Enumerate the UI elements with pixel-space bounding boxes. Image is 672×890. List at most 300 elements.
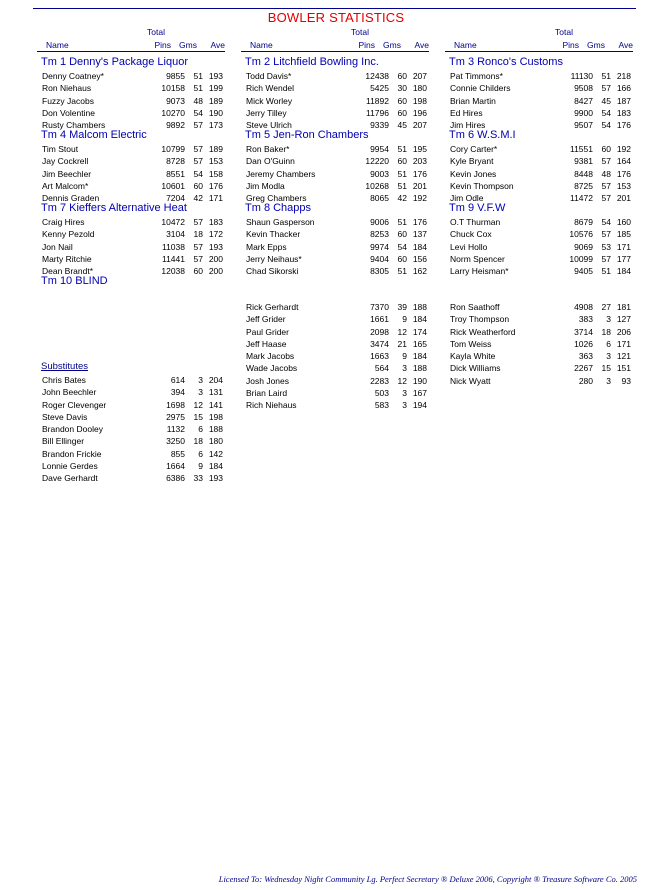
games-header: Gms <box>383 40 401 50</box>
bowler-name: Jon Nail <box>42 241 73 252</box>
bowler-average: 195 <box>412 144 427 154</box>
bowler-average: 180 <box>208 436 223 447</box>
bowler-average: 173 <box>208 120 223 131</box>
bowler-row <box>37 387 225 399</box>
bowler-games: 33 <box>193 473 203 484</box>
bowler-games: 51 <box>397 144 407 154</box>
bowler-row <box>37 108 225 120</box>
bowler-row <box>241 96 429 108</box>
substitutes-list <box>37 375 225 486</box>
bowler-average: 193 <box>208 241 223 252</box>
bowler-row <box>37 266 225 278</box>
bowler-pins: 9069 <box>574 241 593 252</box>
bowler-row <box>37 217 225 229</box>
bowler-row <box>241 351 429 363</box>
average-header: Ave <box>210 40 225 50</box>
bowler-games: 9 <box>198 461 203 472</box>
team-block <box>241 56 429 131</box>
bowler-name: Kenny Pezold <box>42 229 95 240</box>
bowler-games: 51 <box>601 266 611 277</box>
header-rule <box>241 51 429 52</box>
bowler-average: 158 <box>208 168 223 179</box>
bowler-name: Ron Baker* <box>246 144 290 154</box>
bowler-row <box>445 71 633 83</box>
bowler-row <box>37 242 225 254</box>
bowler-average: 198 <box>412 95 427 106</box>
total-label: Total <box>147 27 165 37</box>
bowler-games: 57 <box>601 83 611 94</box>
bowler-games: 9 <box>402 314 407 325</box>
bowler-games: 57 <box>193 156 203 167</box>
bowler-row <box>241 388 429 400</box>
bowler-row <box>445 217 633 229</box>
bowler-row <box>445 327 633 339</box>
bowler-games: 18 <box>193 436 203 447</box>
bowler-pins: 8725 <box>574 180 593 191</box>
bowler-name: Ron Saathoff <box>450 302 500 312</box>
bowler-average: 194 <box>412 400 427 411</box>
bowler-average: 127 <box>616 314 631 325</box>
bowler-name: Greg Chambers <box>246 193 307 204</box>
bowler-name: Jerry Neihaus* <box>246 253 302 264</box>
bowler-row <box>241 327 429 339</box>
bowler-row <box>37 461 225 473</box>
bowler-average: 153 <box>616 180 631 191</box>
bowler-pins: 9508 <box>574 83 593 94</box>
bowler-name: Mick Worley <box>246 95 293 106</box>
bowler-average: 180 <box>412 83 427 94</box>
team-name: Tm 7 Kieffers Alternative Heat <box>41 202 187 214</box>
bowler-games: 42 <box>397 193 407 204</box>
stats-column-1 <box>37 27 225 486</box>
bowler-name: Brandon Frickie <box>42 448 102 459</box>
bowler-average: 190 <box>208 107 223 118</box>
bowler-row <box>445 181 633 193</box>
bowler-name: Mark Epps <box>246 241 287 252</box>
bowler-name: Lonnie Gerdes <box>42 461 98 472</box>
bowler-name: Steve Ulrich <box>246 120 292 131</box>
bowler-games: 27 <box>601 302 611 312</box>
bowler-games: 60 <box>397 156 407 167</box>
bowler-row <box>241 193 429 205</box>
bowler-row <box>445 242 633 254</box>
bowler-games: 39 <box>397 302 407 312</box>
bowler-name: Brian Laird <box>246 388 288 399</box>
bowler-row <box>445 254 633 266</box>
bowler-name: Wade Jacobs <box>246 363 298 374</box>
bowler-row <box>37 473 225 485</box>
bowler-row <box>241 181 429 193</box>
bowler-name: Jim Modla <box>246 180 285 191</box>
bowler-row <box>37 449 225 461</box>
bowler-pins: 3714 <box>574 326 593 337</box>
bowler-average: 121 <box>616 351 631 362</box>
bowler-pins: 5425 <box>370 83 389 94</box>
bowler-name: O.T Thurman <box>450 217 501 227</box>
average-header: Ave <box>414 40 429 50</box>
bowler-games: 54 <box>601 120 611 131</box>
bowler-games: 18 <box>601 326 611 337</box>
bowler-pins: 8728 <box>166 156 185 167</box>
bowler-games: 15 <box>193 411 203 422</box>
bowler-games: 45 <box>397 120 407 131</box>
bowler-row <box>445 229 633 241</box>
bowler-name: Levi Hollo <box>450 241 488 252</box>
bowler-games: 6 <box>198 424 203 435</box>
bowler-games: 48 <box>193 95 203 106</box>
bowler-name: Kayla White <box>450 351 496 362</box>
bowler-average: 171 <box>616 241 631 252</box>
bowler-row <box>241 217 429 229</box>
bowler-name: Kevin Jones <box>450 168 497 179</box>
bowler-games: 3 <box>402 363 407 374</box>
bowler-row <box>37 229 225 241</box>
bowler-row <box>37 424 225 436</box>
bowler-average: 193 <box>208 71 223 81</box>
bowler-pins: 9507 <box>574 120 593 131</box>
bowler-pins: 9003 <box>370 168 389 179</box>
bowler-row <box>241 169 429 181</box>
bowler-games: 6 <box>606 338 611 349</box>
bowler-games: 54 <box>193 107 203 118</box>
bowler-name: Dean Brandt* <box>42 266 94 277</box>
bowler-name: Dan O'Guinn <box>246 156 295 167</box>
bowler-games: 51 <box>397 217 407 227</box>
team-name: Tm 8 Chapps <box>245 202 312 214</box>
bowler-name: Nick Wyatt <box>450 375 491 386</box>
bowler-row <box>445 314 633 326</box>
bowler-name: Connie Childers <box>450 83 511 94</box>
bowler-pins: 9974 <box>370 241 389 252</box>
bowler-pins: 11472 <box>569 193 593 204</box>
bowler-games: 9 <box>402 351 407 362</box>
bowler-games: 57 <box>193 241 203 252</box>
bowler-row <box>37 400 225 412</box>
bowler-games: 51 <box>397 180 407 191</box>
bowler-pins: 9381 <box>574 156 593 167</box>
bowler-name: Dennis Graden <box>42 193 100 204</box>
bowler-pins: 7370 <box>370 302 389 312</box>
team-name: Tm 10 BLIND <box>41 275 108 287</box>
bowler-pins: 1661 <box>370 314 389 325</box>
bowler-name: Kevin Thacker <box>246 229 301 240</box>
bowler-row <box>37 120 225 132</box>
bowler-average: 203 <box>412 156 427 167</box>
games-header: Gms <box>587 40 605 50</box>
bowler-name: Chuck Cox <box>450 229 492 240</box>
team-block <box>445 129 633 204</box>
bowler-row <box>445 156 633 168</box>
team-name: Tm 9 V.F.W <box>449 202 506 214</box>
bowler-pins: 10576 <box>569 229 593 240</box>
bowler-average: 184 <box>412 314 427 325</box>
bowler-row <box>445 376 633 388</box>
column-header <box>241 27 429 51</box>
bowler-row <box>241 363 429 375</box>
bowler-average: 206 <box>616 326 631 337</box>
bowler-row <box>445 351 633 363</box>
bowler-pins: 280 <box>578 375 593 386</box>
bowler-name: Rich Wendel <box>246 83 295 94</box>
bowler-pins: 9073 <box>166 95 185 106</box>
bowler-average: 199 <box>208 83 223 94</box>
bowler-name: Mark Jacobs <box>246 351 295 362</box>
bowler-pins: 12220 <box>365 156 389 167</box>
bowler-name: Chad Sikorski <box>246 266 299 277</box>
bowler-pins: 10099 <box>569 253 593 264</box>
bowler-pins: 10268 <box>365 180 389 191</box>
bowler-average: 184 <box>208 461 223 472</box>
bowler-games: 60 <box>193 180 203 191</box>
bowler-average: 164 <box>616 156 631 167</box>
team-name: Tm 3 Ronco's Customs <box>449 56 563 68</box>
bowler-average: 201 <box>412 180 427 191</box>
bowler-name: Dick Williams <box>450 363 501 374</box>
bowler-pins: 394 <box>170 387 185 398</box>
bowler-average: 131 <box>208 387 223 398</box>
bowler-average: 176 <box>412 168 427 179</box>
bowler-row <box>37 436 225 448</box>
bowler-average: 188 <box>412 302 427 312</box>
substitutes-list <box>241 302 429 413</box>
bowler-games: 3 <box>402 388 407 399</box>
bowler-name: Jeff Grider <box>246 314 286 325</box>
bowler-name: Brandon Dooley <box>42 424 103 435</box>
bowler-pins: 9405 <box>574 266 593 277</box>
bowler-games: 12 <box>397 375 407 386</box>
bowler-name: Steve Davis <box>42 411 88 422</box>
bowler-average: 183 <box>208 217 223 227</box>
bowler-row <box>241 229 429 241</box>
bowler-name: Rusty Chambers <box>42 120 106 131</box>
bowler-pins: 2098 <box>370 326 389 337</box>
bowler-average: 183 <box>616 107 631 118</box>
bowler-games: 60 <box>193 266 203 277</box>
bowler-pins: 11796 <box>365 107 389 118</box>
bowler-name: Larry Heisman* <box>450 266 509 277</box>
bowler-average: 171 <box>208 193 223 204</box>
bowler-games: 3 <box>198 375 203 385</box>
bowler-pins: 9339 <box>370 120 389 131</box>
bowler-row <box>445 83 633 95</box>
bowler-games: 12 <box>193 399 203 410</box>
bowler-average: 165 <box>412 338 427 349</box>
bowler-average: 176 <box>616 120 631 131</box>
stats-column-2 <box>241 27 429 413</box>
bowler-games: 54 <box>193 168 203 179</box>
bowler-pins: 9954 <box>370 144 389 154</box>
bowler-pins: 1698 <box>166 399 185 410</box>
bowler-average: 171 <box>616 338 631 349</box>
bowler-pins: 12438 <box>365 71 389 81</box>
name-header: Name <box>454 40 477 50</box>
bowler-average: 196 <box>412 107 427 118</box>
pins-header: Pins <box>562 40 579 50</box>
bowler-average: 181 <box>616 302 631 312</box>
bowler-name: Paul Grider <box>246 326 289 337</box>
bowler-pins: 583 <box>374 400 389 411</box>
bowler-name: Rich Niehaus <box>246 400 297 411</box>
bowler-name: Kevin Thompson <box>450 180 514 191</box>
pins-header: Pins <box>358 40 375 50</box>
bowler-average: 200 <box>208 253 223 264</box>
bowler-row <box>241 400 429 412</box>
bowler-average: 153 <box>208 156 223 167</box>
bowler-name: Kyle Bryant <box>450 156 494 167</box>
team-block <box>445 202 633 277</box>
name-header: Name <box>46 40 69 50</box>
bowler-name: Denny Coatney* <box>42 71 104 81</box>
bowler-row <box>445 144 633 156</box>
bowler-row <box>241 302 429 314</box>
bowler-average: 167 <box>412 388 427 399</box>
bowler-name: Jeremy Chambers <box>246 168 316 179</box>
bowler-games: 3 <box>606 351 611 362</box>
bowler-pins: 2267 <box>574 363 593 374</box>
bowler-games: 54 <box>397 241 407 252</box>
team-name: Tm 1 Denny's Package Liquor <box>41 56 189 68</box>
bowler-games: 57 <box>601 229 611 240</box>
bowler-average: 176 <box>208 180 223 191</box>
bowler-row <box>241 266 429 278</box>
bowler-row <box>445 363 633 375</box>
bowler-name: Brian Martin <box>450 95 496 106</box>
bowler-name: Josh Jones <box>246 375 289 386</box>
bowler-name: Craig Hires <box>42 217 85 227</box>
bowler-average: 192 <box>412 193 427 204</box>
total-label: Total <box>555 27 573 37</box>
bowler-pins: 8065 <box>370 193 389 204</box>
bowler-average: 218 <box>616 71 631 81</box>
bowler-row <box>37 169 225 181</box>
bowler-pins: 1663 <box>370 351 389 362</box>
bowler-pins: 855 <box>170 448 185 459</box>
bowler-pins: 6386 <box>166 473 185 484</box>
bowler-name: John Beechler <box>42 387 97 398</box>
bowler-games: 60 <box>397 253 407 264</box>
bowler-average: 207 <box>412 71 427 81</box>
bowler-average: 190 <box>412 375 427 386</box>
bowler-pins: 503 <box>374 388 389 399</box>
bowler-games: 57 <box>193 253 203 264</box>
bowler-games: 54 <box>601 217 611 227</box>
bowler-name: Todd Davis* <box>246 71 292 81</box>
bowler-name: Dave Gerhardt <box>42 473 98 484</box>
header-rule <box>37 51 225 52</box>
column-header <box>37 27 225 51</box>
bowler-pins: 9404 <box>370 253 389 264</box>
name-header: Name <box>250 40 273 50</box>
header-rule <box>445 51 633 52</box>
bowler-name: Rick Weatherford <box>450 326 516 337</box>
bowler-row <box>37 254 225 266</box>
bowler-name: Troy Thompson <box>450 314 510 325</box>
bowler-row <box>37 412 225 424</box>
bowler-games: 48 <box>601 168 611 179</box>
bowler-pins: 7204 <box>166 193 185 204</box>
bowler-average: 192 <box>616 144 631 154</box>
bowler-pins: 363 <box>578 351 593 362</box>
bowler-average: 156 <box>412 253 427 264</box>
bowler-row <box>445 339 633 351</box>
bowler-row <box>445 302 633 314</box>
bowler-average: 184 <box>616 266 631 277</box>
column-header <box>445 27 633 51</box>
bowler-games: 57 <box>193 144 203 154</box>
bowler-row <box>445 193 633 205</box>
stats-column-3 <box>445 27 633 388</box>
bowler-row <box>241 108 429 120</box>
bowler-pins: 8253 <box>370 229 389 240</box>
bowler-name: Cory Carter* <box>450 144 498 154</box>
bowler-games: 54 <box>601 107 611 118</box>
bowler-pins: 1132 <box>166 424 185 435</box>
page-title: BOWLER STATISTICS <box>267 10 405 25</box>
bowler-name: Bill Ellinger <box>42 436 85 447</box>
bowler-average: 137 <box>412 229 427 240</box>
bowler-pins: 8305 <box>370 266 389 277</box>
bowler-average: 172 <box>208 229 223 240</box>
bowler-name: Roger Clevenger <box>42 399 107 410</box>
bowler-row <box>241 376 429 388</box>
bowler-pins: 10158 <box>161 83 185 94</box>
team-name: Tm 2 Litchfield Bowling Inc. <box>245 56 379 68</box>
bowler-pins: 9006 <box>370 217 389 227</box>
bowler-games: 45 <box>601 95 611 106</box>
bowler-pins: 9892 <box>166 120 185 131</box>
bowler-name: Tom Weiss <box>450 338 492 349</box>
bowler-name: Ron Niehaus <box>42 83 92 94</box>
bowler-games: 3 <box>198 387 203 398</box>
bowler-average: 162 <box>412 266 427 277</box>
bowler-average: 189 <box>208 95 223 106</box>
bowler-average: 142 <box>208 448 223 459</box>
bowler-row <box>37 144 225 156</box>
bowler-name: Rick Gerhardt <box>246 302 299 312</box>
bowler-pins: 383 <box>578 314 593 325</box>
bowler-row <box>241 120 429 132</box>
team-block <box>37 275 225 343</box>
team-block <box>445 56 633 131</box>
games-header: Gms <box>179 40 197 50</box>
bowler-games: 57 <box>601 253 611 264</box>
bowler-games: 60 <box>397 95 407 106</box>
bowler-pins: 614 <box>170 375 185 385</box>
bowler-average: 198 <box>208 411 223 422</box>
bowler-games: 51 <box>601 71 611 81</box>
bowler-name: Marty Ritchie <box>42 253 92 264</box>
bowler-row <box>445 108 633 120</box>
bowler-average: 207 <box>412 120 427 131</box>
substitutes-heading <box>37 361 225 375</box>
bowler-games: 51 <box>397 266 407 277</box>
bowler-row <box>37 193 225 205</box>
bowler-average: 93 <box>621 375 631 386</box>
bowler-games: 60 <box>397 71 407 81</box>
bowler-pins: 12038 <box>161 266 185 277</box>
bowler-name: Tim Stout <box>42 144 79 154</box>
bowler-row <box>445 96 633 108</box>
bowler-pins: 11551 <box>569 144 593 154</box>
bowler-average: 184 <box>412 351 427 362</box>
bowler-average: 201 <box>616 193 631 204</box>
bowler-games: 57 <box>601 156 611 167</box>
bowler-pins: 10472 <box>161 217 185 227</box>
bowler-row <box>241 71 429 83</box>
bowler-row <box>241 242 429 254</box>
bowler-pins: 9900 <box>574 107 593 118</box>
bowler-name: Jerry Tilley <box>246 107 287 118</box>
